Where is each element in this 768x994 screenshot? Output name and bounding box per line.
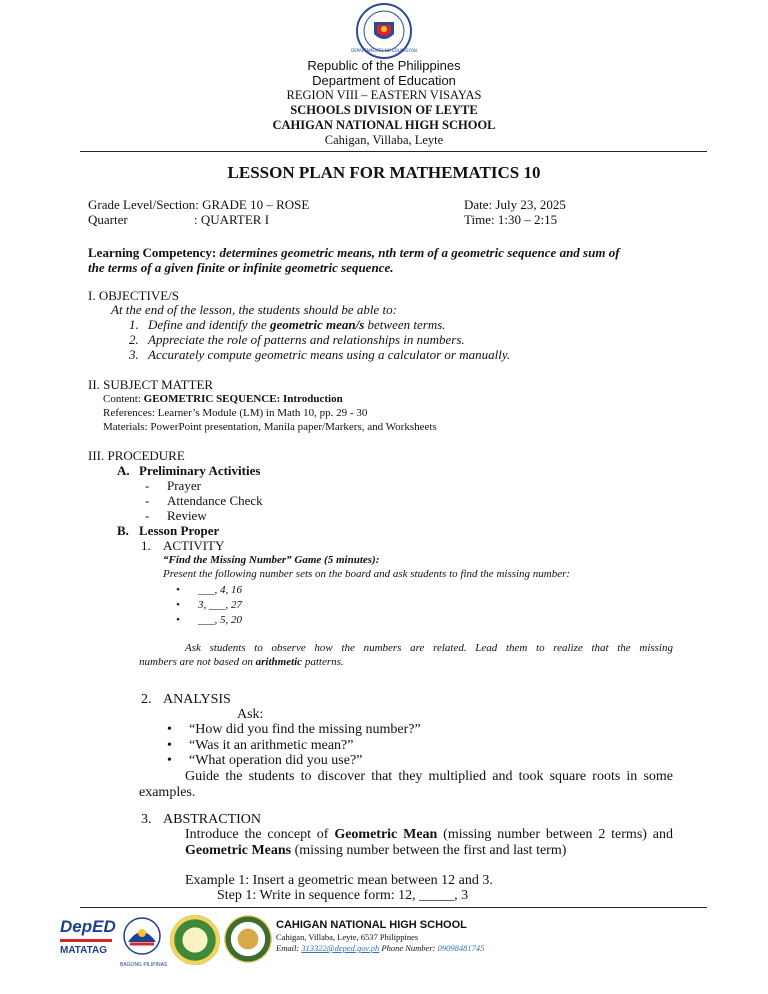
quarter-value: : QUARTER I: [194, 212, 270, 227]
subject-materials: Materials: PowerPoint presentation, Manila paper/Markers, and Worksheets: [103, 421, 437, 433]
objectives-heading: I. OBJECTIVE/S: [88, 288, 179, 303]
subject-references: References: Learner’s Module (LM) in Math 10, pp. 29 - 30: [103, 407, 368, 419]
header-divider: [80, 151, 707, 152]
seal-text: DEPARTAMENTO NG EDUKASYON: [351, 48, 417, 53]
footer-contact: [276, 943, 484, 954]
objective-1: [129, 317, 446, 332]
grade-row: [88, 197, 309, 212]
preliminary-list: [145, 478, 263, 523]
activity-heading: 1. ACTIVITY: [141, 538, 225, 553]
quarter-row: [88, 212, 269, 227]
bagong-pilipinas-logo: [120, 916, 168, 968]
region-text: REGION VIII – EASTERN VISAYAS: [286, 88, 482, 102]
objective-1-num: 1.: [129, 317, 139, 332]
number-sets-list: [176, 583, 242, 628]
analysis-title: ANALYSIS: [163, 692, 231, 707]
deped-underline: [60, 939, 112, 942]
preliminary-title: Preliminary Activities: [139, 463, 261, 478]
republic-text: Republic of the Philippines: [307, 58, 461, 73]
deped-wordmark: DepED: [60, 917, 116, 936]
activity-title: ACTIVITY: [163, 538, 225, 553]
activity-instruction: Present the following number sets on the board and ask students to find the missing number:: [163, 568, 571, 580]
number-set: • ___, 5, 20: [176, 613, 242, 628]
grade-label: Grade Level/Section: [88, 197, 196, 212]
activity-note-1: Ask students to observe how the numbers are related. Lead them to realize that the missing: [185, 642, 673, 654]
deped-matatag-logo: [60, 917, 116, 967]
time-text: Time: 1:30 – 2:15: [464, 212, 558, 227]
matatag-wordmark: MATATAG: [60, 945, 108, 956]
abstraction-title: ABSTRACTION: [163, 812, 262, 827]
abstraction-heading: 3. ABSTRACTION: [141, 812, 262, 827]
school-text: CAHIGAN NATIONAL HIGH SCHOOL: [272, 118, 496, 132]
objectives-intro: At the end of the lesson, the students should be able to:: [111, 302, 397, 317]
phone-number: 09098481745: [437, 943, 485, 953]
objective-3: [129, 347, 510, 362]
preliminary-letter: A.: [117, 463, 130, 478]
preliminary-item: - Review: [145, 508, 207, 523]
competency-line1: [88, 245, 688, 260]
deped-seal: [351, 2, 417, 60]
address-text: Cahigan, Villaba, Leyte: [324, 133, 444, 147]
geometric-mean-bold: Geometric Mean: [334, 827, 438, 842]
school-seal-icon: [224, 915, 272, 963]
analysis-question: • “What operation did you use?”: [167, 753, 421, 769]
content-value: GEOMETRIC SEQUENCE: Introduction: [143, 393, 343, 405]
competency-line2: the terms of a given finite or infinite geometric sequence.: [88, 260, 394, 275]
content-label: Content:: [103, 393, 141, 405]
number-set: • 3, ___, 27: [176, 598, 242, 613]
abstraction-intro-1: Introduce the concept of Geometric Mean (missing number between 2 terms) and: [185, 827, 673, 842]
subject-content: [103, 392, 343, 406]
grade-value: : GRADE 10 – ROSE: [195, 197, 310, 212]
analysis-ask: Ask:: [237, 707, 264, 722]
subject-heading: II. SUBJECT MATTER: [88, 377, 214, 392]
objective-3-text: Accurately compute geometric means using a calculator or manually.: [148, 347, 511, 362]
preliminary-item: - Prayer: [145, 478, 201, 493]
quarter-label: Quarter: [88, 212, 128, 227]
objective-1-bold: geometric mean/s: [270, 317, 365, 332]
page-title: LESSON PLAN FOR MATHEMATICS 10: [227, 163, 541, 182]
competency-text-1: determines geometric means, nth term of a geometric sequence and sum of: [219, 245, 620, 260]
procedure-heading: III. PROCEDURE: [88, 448, 185, 463]
geometric-means-bold: Geometric Means: [185, 843, 292, 858]
analysis-questions: [167, 722, 421, 769]
objective-2: [129, 332, 465, 347]
preliminary-item: - Attendance Check: [145, 493, 263, 508]
lesson-proper-heading: [117, 523, 219, 538]
analysis-question: • “How did you find the missing number?”: [167, 722, 421, 738]
date-text: Date: July 23, 2025: [464, 197, 566, 212]
analysis-question: • “Was it an arithmetic mean?”: [167, 738, 421, 754]
footer-divider: [80, 907, 707, 908]
example-1: Example 1: Insert a geometric mean between 12 and 3.: [185, 873, 493, 888]
objective-1-pre: Define and identify the: [148, 317, 267, 332]
objective-2-num: 2.: [129, 332, 139, 347]
objective-1-post: between terms.: [367, 317, 446, 332]
email-link[interactable]: 313322@deped.gov.ph: [301, 943, 380, 953]
division-text: SCHOOLS DIVISION OF LEYTE: [290, 103, 478, 117]
analysis-guide-2: examples.: [139, 785, 196, 800]
example-1-step-1: Step 1: Write in sequence form: 12, _____, 3: [217, 888, 469, 903]
objective-2-text: Appreciate the role of patterns and relationships in numbers.: [148, 332, 465, 347]
lesson-proper-title: Lesson Proper: [139, 523, 220, 538]
phone-label: Phone Number:: [381, 943, 436, 953]
arithmetic-bold: arithmetic: [255, 656, 303, 668]
footer-school-name: CAHIGAN NATIONAL HIGH SCHOOL: [276, 919, 467, 931]
bagong-pilipinas-text: BAGONG PILIPINAS: [120, 962, 168, 968]
division-seal-icon: [170, 915, 220, 965]
analysis-guide-1: Guide the students to discover that they multiplied and took square roots in some: [185, 769, 673, 784]
competency-label: Learning Competency:: [88, 245, 217, 260]
lesson-proper-letter: B.: [117, 523, 129, 538]
activity-game-title: “Find the Missing Number” Game (5 minutes):: [163, 554, 380, 566]
footer-address: Cahigan, Villaba, Leyte, 6537 Philippines: [276, 932, 419, 942]
department-text: Department of Education: [312, 73, 456, 88]
objective-3-num: 3.: [129, 347, 139, 362]
activity-note-2: numbers are not based on arithmetic patterns.: [139, 656, 344, 668]
abstraction-intro-2: Geometric Means (missing number between the first and last term): [185, 843, 567, 858]
email-label: Email:: [276, 943, 300, 953]
preliminary-heading: [117, 463, 260, 478]
number-set: • ___, 4, 16: [176, 583, 242, 598]
analysis-heading: 2. ANALYSIS: [141, 692, 231, 707]
